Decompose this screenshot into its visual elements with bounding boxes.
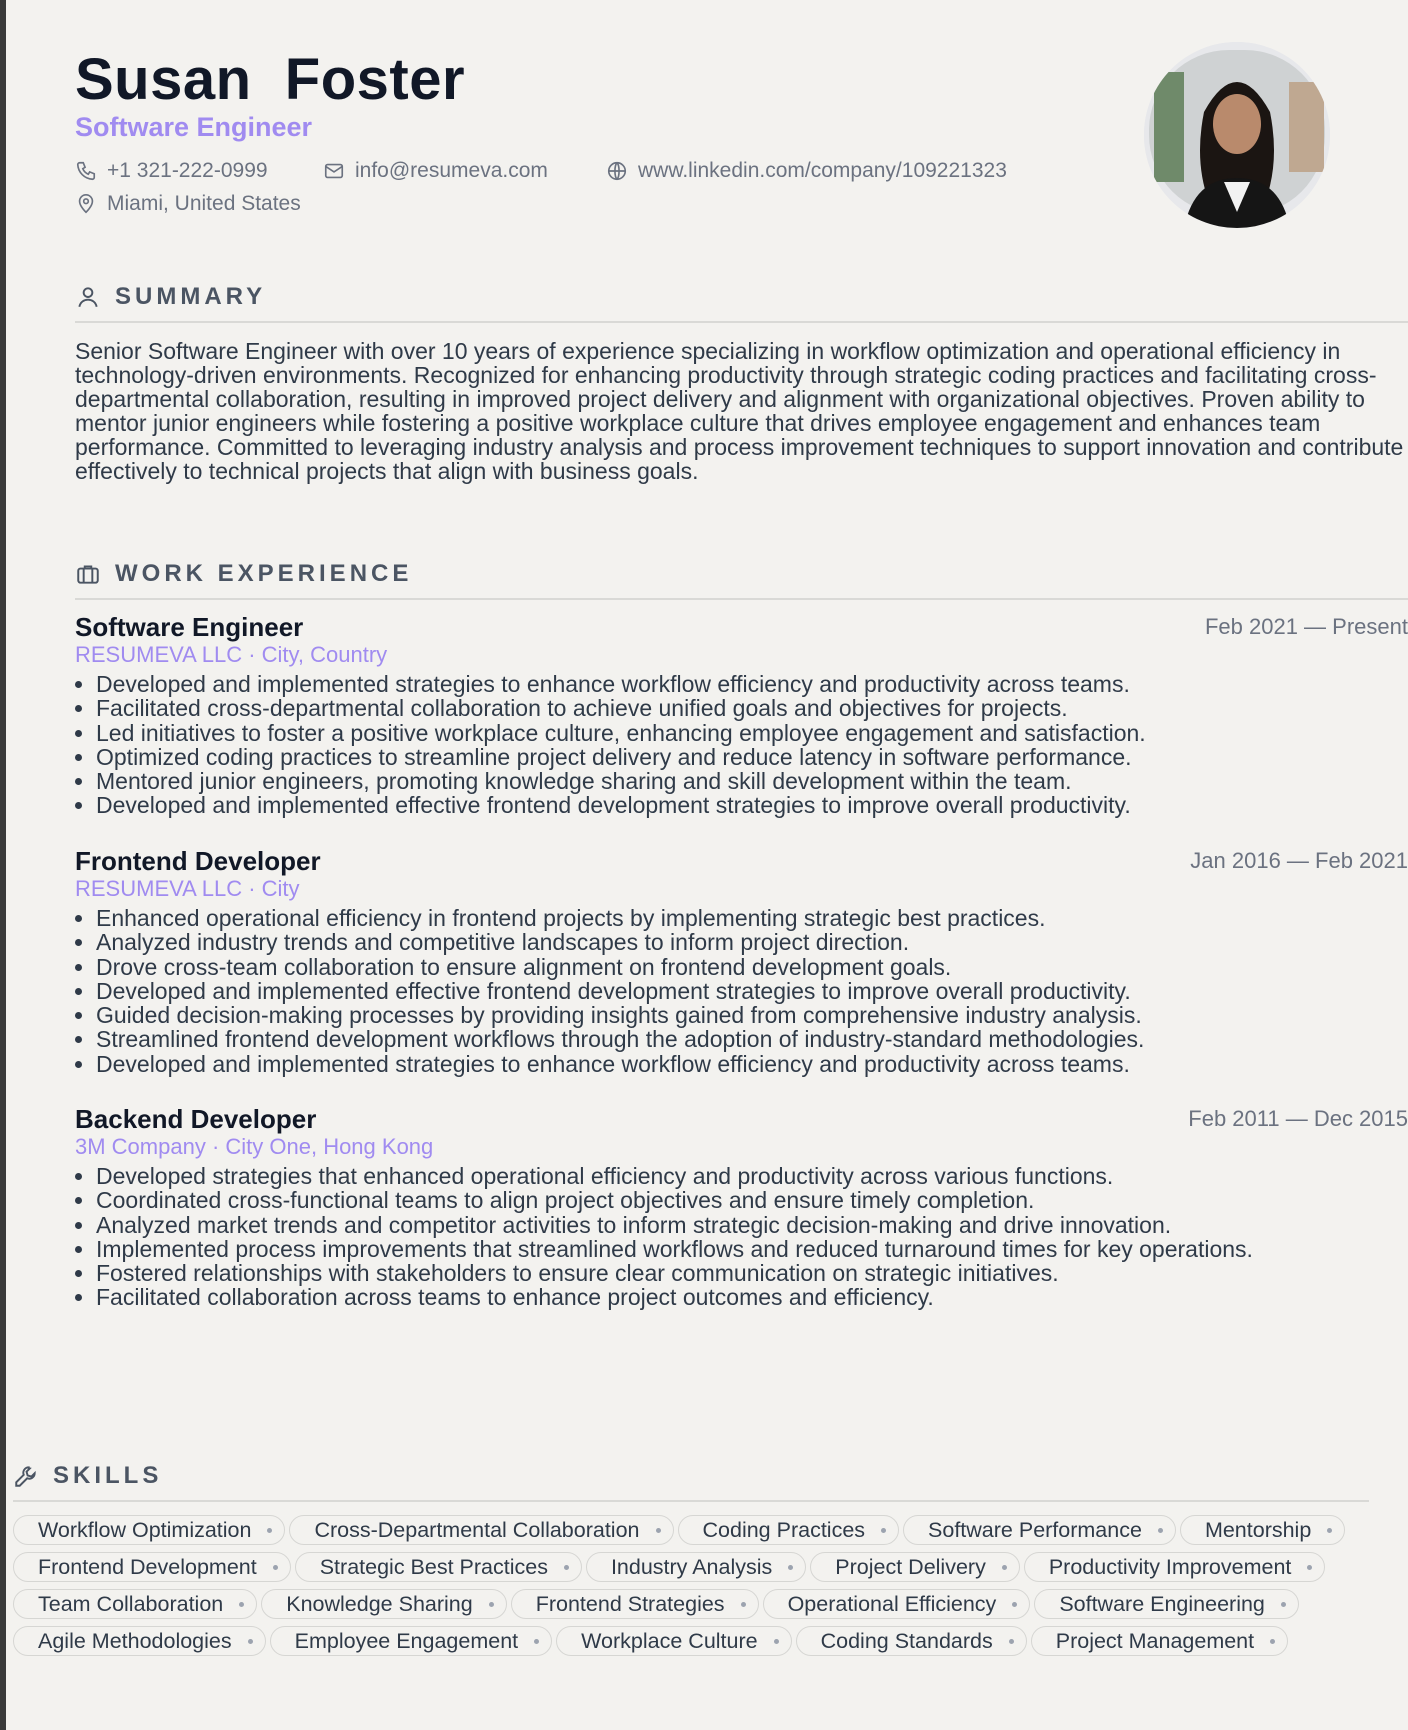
skill-label: Coding Practices (702, 1517, 866, 1542)
user-icon (75, 284, 101, 310)
contact-website[interactable] (606, 159, 1007, 183)
skill-chip (1180, 1515, 1345, 1545)
skill-chip (903, 1515, 1176, 1545)
skill-label: Mentorship (1204, 1517, 1312, 1542)
skill-chip (796, 1626, 1027, 1656)
job-bullet: • Mentored junior engineers, promoting knowledge sharing and skill development within the team. (96, 769, 1408, 793)
map-pin-icon (75, 193, 97, 215)
skill-chip (763, 1589, 1031, 1619)
skill-chip (586, 1552, 806, 1582)
job-dates: Feb 2011 — Dec 2015 (1188, 1106, 1408, 1131)
experience-heading (75, 560, 412, 588)
briefcase-icon (75, 561, 101, 587)
job-bullet: • Facilitated cross-departmental collaboration to achieve unified goals and objectives for projects. (96, 696, 1408, 720)
job-bullet: • Developed and implemented effective frontend development strategies to improve overall productivity. (96, 793, 1408, 817)
skills-divider (13, 1500, 1369, 1502)
skill-dot (1158, 1528, 1163, 1533)
skill-dot (1009, 1639, 1014, 1644)
job-bullet: • Developed strategies that enhanced operational efficiency and productivity across various functions. (96, 1164, 1408, 1188)
skill-chip (13, 1589, 257, 1619)
summary-divider (75, 321, 1408, 323)
skill-dot (1281, 1602, 1286, 1607)
skill-label: Software Performance (928, 1517, 1142, 1542)
job-bullets (75, 1164, 1408, 1310)
skill-dot (774, 1639, 779, 1644)
job-bullet: • Drove cross-team collaboration to ensure alignment on frontend development goals. (96, 955, 1408, 979)
profile-photo (1144, 42, 1330, 228)
job-bullet: • Guided decision-making processes by providing insights gained from comprehensive industry analysis. (96, 1003, 1408, 1027)
skill-dot (1012, 1602, 1017, 1607)
candidate-role: Software Engineer (75, 112, 313, 142)
skill-dot (1270, 1639, 1275, 1644)
job-bullet: • Fostered relationships with stakeholders to ensure clear communication on strategic initiatives. (96, 1261, 1408, 1285)
skill-label: Strategic Best Practices (319, 1554, 548, 1579)
job-company: 3M Company · City One, Hong Kong (75, 1134, 434, 1159)
job-bullet: • Enhanced operational efficiency in frontend projects by implementing strategic best practices. (96, 906, 1408, 930)
summary-heading (75, 283, 266, 311)
skill-chip (1034, 1589, 1299, 1619)
skill-dot (656, 1528, 661, 1533)
skill-chip (13, 1552, 291, 1582)
job-bullet: • Implemented process improvements that streamlined workflows and reduced turnaround times for key operations. (96, 1237, 1408, 1261)
skill-label: Cross-Departmental Collaboration (314, 1517, 640, 1542)
candidate-name: Susan Foster (75, 47, 466, 112)
skill-dot (273, 1565, 278, 1570)
skill-dot (564, 1565, 569, 1570)
job-bullet: • Developed and implemented strategies to enhance workflow efficiency and productivity across teams. (96, 672, 1408, 696)
skill-label: Productivity Improvement (1048, 1554, 1292, 1579)
job-bullet: • Coordinated cross-functional teams to align project objectives and ensure timely completion. (96, 1188, 1408, 1212)
job-entry-backend-developer (75, 1104, 1408, 1310)
skill-label: Project Delivery (835, 1554, 986, 1579)
skill-dot (1002, 1565, 1007, 1570)
profile-photo-image (1144, 42, 1330, 228)
skill-chip (678, 1515, 900, 1545)
skill-chip (810, 1552, 1020, 1582)
job-bullet: • Optimized coding practices to streamline project delivery and reduce latency in software performance. (96, 745, 1408, 769)
job-bullets (75, 906, 1408, 1076)
job-entry-frontend-developer (75, 846, 1408, 1076)
skill-chip (295, 1552, 582, 1582)
job-entry-software-engineer (75, 612, 1408, 818)
experience-heading-text: WORK EXPERIENCE (115, 560, 413, 587)
job-bullet: • Analyzed industry trends and competitive landscapes to inform project direction. (96, 930, 1408, 954)
job-bullets (75, 672, 1408, 818)
job-title: Backend Developer (75, 1104, 317, 1134)
skill-chip (556, 1626, 791, 1656)
skill-label: Operational Efficiency (787, 1591, 997, 1616)
skill-chip (1024, 1552, 1326, 1582)
skills-heading (13, 1462, 162, 1490)
globe-icon (606, 160, 628, 182)
skill-dot (489, 1602, 494, 1607)
skill-label: Frontend Strategies (535, 1591, 725, 1616)
job-company: RESUMEVA LLC · City, Country (75, 642, 388, 667)
skill-dot (881, 1528, 886, 1533)
website-text: www.linkedin.com/company/109221323 (638, 159, 1007, 182)
skill-dot (741, 1602, 746, 1607)
wrench-icon (13, 1463, 39, 1489)
contact-email[interactable] (323, 159, 548, 183)
job-company: RESUMEVA LLC · City (75, 876, 300, 901)
job-bullet: • Analyzed market trends and competitor activities to inform strategic decision-making and drive innovation. (96, 1213, 1408, 1237)
skill-chip (261, 1589, 506, 1619)
job-bullet: • Led initiatives to foster a positive workplace culture, enhancing employee engagement and satisfaction. (96, 721, 1408, 745)
job-dates: Jan 2016 — Feb 2021 (1190, 848, 1408, 873)
skill-chip (511, 1589, 759, 1619)
job-title: Frontend Developer (75, 846, 321, 876)
phone-icon (75, 160, 97, 182)
skill-dot (239, 1602, 244, 1607)
skill-chip (270, 1626, 553, 1656)
skills-list (13, 1515, 1373, 1656)
skill-dot (1327, 1528, 1332, 1533)
skill-dot (534, 1639, 539, 1644)
mail-icon (323, 160, 345, 182)
experience-divider (75, 598, 1408, 600)
skill-dot (248, 1639, 253, 1644)
skill-dot (267, 1528, 272, 1533)
skill-chip (289, 1515, 673, 1545)
skill-label: Knowledge Sharing (286, 1591, 473, 1616)
contact-phone[interactable] (75, 159, 268, 183)
skill-label: Workplace Culture (581, 1628, 758, 1653)
skill-label: Frontend Development (38, 1554, 257, 1579)
skill-dot (1307, 1565, 1312, 1570)
skill-label: Project Management (1055, 1628, 1255, 1653)
skill-label: Agile Methodologies (38, 1628, 232, 1653)
skill-label: Team Collaboration (38, 1591, 224, 1616)
contact-location (75, 192, 301, 216)
summary-text: Senior Software Engineer with over 10 years of experience specializing in workflow optimization and operational efficiency in technology-driven environments. Recognized for enhancing productivity through strategic coding practices and facilitating cross-departmental collaboration, resulting in improved project delivery and alignment with organizational objectives. Proven ability to mentor junior engineers while fostering a positive workplace culture that drives employee engagement and enhances team performance. Committed to leveraging industry analysis and process improvement techniques to support innovation and contribute effectively to technical projects that align with business goals. (75, 338, 1404, 484)
skill-label: Workflow Optimization (38, 1517, 252, 1542)
job-bullet: • Facilitated collaboration across teams to enhance project outcomes and efficiency. (96, 1285, 1408, 1309)
summary-heading-text: SUMMARY (115, 283, 267, 310)
location-text: Miami, United States (107, 192, 301, 215)
phone-text: +1 321-222-0999 (107, 159, 268, 182)
skill-chip (1031, 1626, 1288, 1656)
skills-heading-text: SKILLS (53, 1462, 163, 1489)
job-bullet: • Developed and implemented strategies to enhance workflow efficiency and productivity across teams. (96, 1052, 1408, 1076)
skill-label: Employee Engagement (294, 1628, 519, 1653)
skill-chip (13, 1626, 266, 1656)
skill-label: Industry Analysis (610, 1554, 773, 1579)
skill-chip (13, 1515, 285, 1545)
job-title: Software Engineer (75, 612, 304, 642)
skill-label: Coding Standards (820, 1628, 993, 1653)
job-bullet: • Developed and implemented effective frontend development strategies to improve overall productivity. (96, 979, 1408, 1003)
skill-dot (788, 1565, 793, 1570)
job-bullet: • Streamlined frontend development workflows through the adoption of industry-standard methodologies. (96, 1027, 1408, 1051)
email-text: info@resumeva.com (355, 159, 548, 182)
job-dates: Feb 2021 — Present (1204, 614, 1408, 639)
skill-label: Software Engineering (1059, 1591, 1265, 1616)
